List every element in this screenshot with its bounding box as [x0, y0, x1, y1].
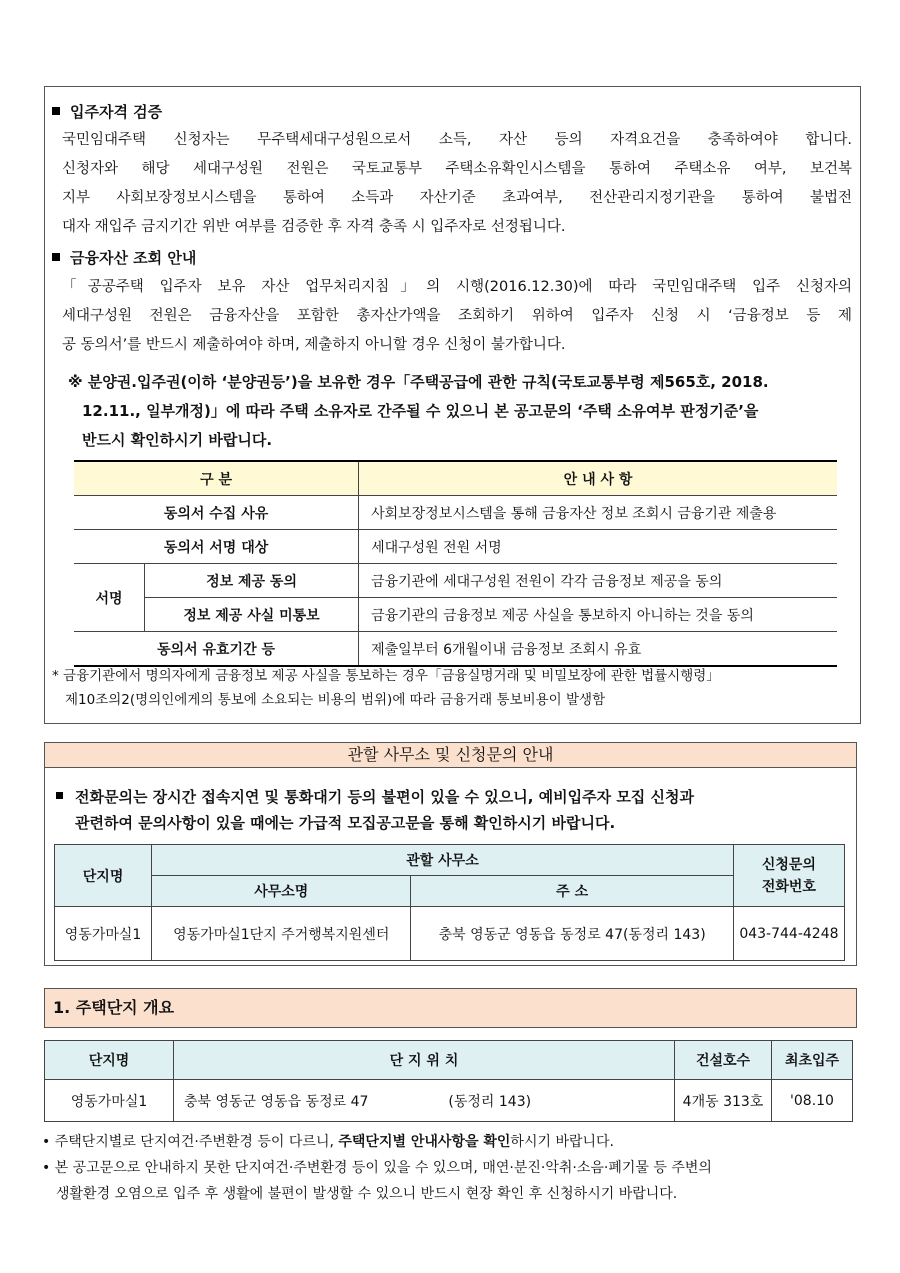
overview-head-units: 건설호수 — [675, 1041, 772, 1080]
table-row-value: 금융기관에 세대구성원 전원이 각각 금융정보 제공을 동의 — [359, 564, 837, 598]
overview-heading: 1. 주택단지 개요 — [44, 988, 857, 1028]
table-row-label: 정보 제공 사실 미통보 — [145, 598, 359, 632]
overview-head-location: 단 지 위 치 — [174, 1041, 675, 1080]
square-bullet-icon — [56, 792, 63, 799]
table-row-value: 사회보장정보시스템을 통해 금융자산 정보 조회시 금융기관 제출용 — [359, 496, 837, 530]
office-row-complex: 영동가마실1 — [55, 907, 152, 961]
table-row-label: 동의서 수집 사유 — [74, 496, 359, 530]
signature-group-label: 서명 — [74, 564, 145, 632]
table-row-label: 동의서 서명 대상 — [74, 530, 359, 564]
square-bullet-icon — [52, 253, 60, 261]
office-table — [54, 844, 845, 961]
table-row-label: 동의서 유효기간 등 — [74, 632, 359, 667]
overview-table — [44, 1040, 853, 1122]
office-row-address: 충북 영동군 영동읍 동정로 47(동정리 143) — [411, 907, 733, 961]
consent-head-category: 구 분 — [74, 461, 359, 496]
table-row-value: 세대구성원 전원 서명 — [359, 530, 837, 564]
table-row-value: 금융기관의 금융정보 제공 사실을 통보하지 아니하는 것을 동의 — [359, 598, 837, 632]
overview-bullet-2: • 본 공고문으로 안내하지 못한 단지여건·주변환경 등이 있을 수 있으며, 매연·분진·악취·소음·폐기물 등 주변의 생활환경 오염으로 입주 후 생활에 불편이 발생할 수 있으니 반드시 현장 확인 후 신청하시기 바랍니다. — [42, 1160, 712, 1202]
overview-row-complex: 영동가마실1 — [45, 1080, 174, 1122]
eligibility-text: 국민임대주택 신청자는 무주택세대구성원으로서 소득, 자산 등의 자격요건을 충족하여야 합니다. 신청자와 해당 세대구성원 전원은 국토교통부 주택소유확인시스템을 통하여 주택소유 여부, 보건복 지부 사회보장정보시스템을 통하여 소득과 자산기준 초과여부, 전산관리지정기관을 통하여 불법전 대자 재입주 금지기간 위반 여부를 검증한 후 자격 충족 시 입주자로 선정됩니다. — [62, 132, 852, 235]
office-head-address: 주 소 — [411, 876, 733, 907]
office-head-phone: 신청문의 전화번호 — [733, 845, 844, 907]
overview-bullet-1: • 주택단지별로 단지여건·주변환경 등이 다르니, 주택단지별 안내사항을 확인하시기 바랍니다. — [42, 1134, 614, 1150]
office-row-phone: 043-744-4248 — [733, 907, 844, 961]
finance-heading: 금융자산 조회 안내 — [52, 247, 196, 268]
office-head-name: 사무소명 — [152, 876, 411, 907]
overview-row-location: 충북 영동군 영동읍 동정로 47 (동정리 143) — [174, 1080, 675, 1122]
office-row-name: 영동가마실1단지 주거행복지원센터 — [152, 907, 411, 961]
consent-head-info: 안 내 사 항 — [359, 461, 837, 496]
consent-table — [74, 460, 837, 667]
eligibility-heading: 입주자격 검증 — [52, 101, 162, 122]
table-row-label: 정보 제공 동의 — [145, 564, 359, 598]
phone-inquiry-note: 전화문의는 장시간 접속지연 및 통화대기 등의 불편이 있을 수 있으니, 예비입주자 모집 신청과 관련하여 문의사항이 있을 때에는 가급적 모집공고문을 통해 확인하시기 바랍니다. — [56, 784, 848, 836]
presale-note: ※ 분양권.입주권(이하 ‘분양권등’)을 보유한 경우「주택공급에 관한 규칙(국토교통부령 제565호, 2018. 12.11., 일부개정)」에 따라 주택 소유자로 간주될 수 있으니 본 공고문의 ‘주택 소유여부 판정기준’을 반드시 확인하시기 바랍니다. — [68, 373, 769, 449]
square-bullet-icon — [52, 107, 60, 115]
overview-head-complex: 단지명 — [45, 1041, 174, 1080]
finance-text: 「공공주택 입주자 보유 자산 업무처리지침」의 시행(2016.12.30)에 따라 국민임대주택 입주 신청자의 세대구성원 전원은 금융자산을 포함한 총자산가액을 조회하기 위하여 입주자 신청 시 ‘금융정보 등 제 공 동의서’를 반드시 제출하여야 하며, 제출하지 아니할 경우 신청이 불가합니다. — [62, 279, 852, 353]
table-row-value: 제출일부터 6개월이내 금융정보 조회시 유효 — [359, 632, 837, 667]
office-heading: 관할 사무소 및 신청문의 안내 — [44, 742, 857, 768]
overview-row-first-move: '08.10 — [772, 1080, 853, 1122]
office-head-group: 관할 사무소 — [152, 845, 734, 876]
overview-row-units: 4개동 313호 — [675, 1080, 772, 1122]
overview-head-first-move: 최초입주 — [772, 1041, 853, 1080]
office-head-complex: 단지명 — [55, 845, 152, 907]
finance-footnote: * 금융기관에서 명의자에게 금융정보 제공 사실을 통보하는 경우「금융실명거래 및 비밀보장에 관한 법률시행령」 제10조의2(명의인에게의 통보에 소요되는 비용의 범위)에 따라 금융거래 통보비용이 발생함 — [52, 668, 720, 708]
